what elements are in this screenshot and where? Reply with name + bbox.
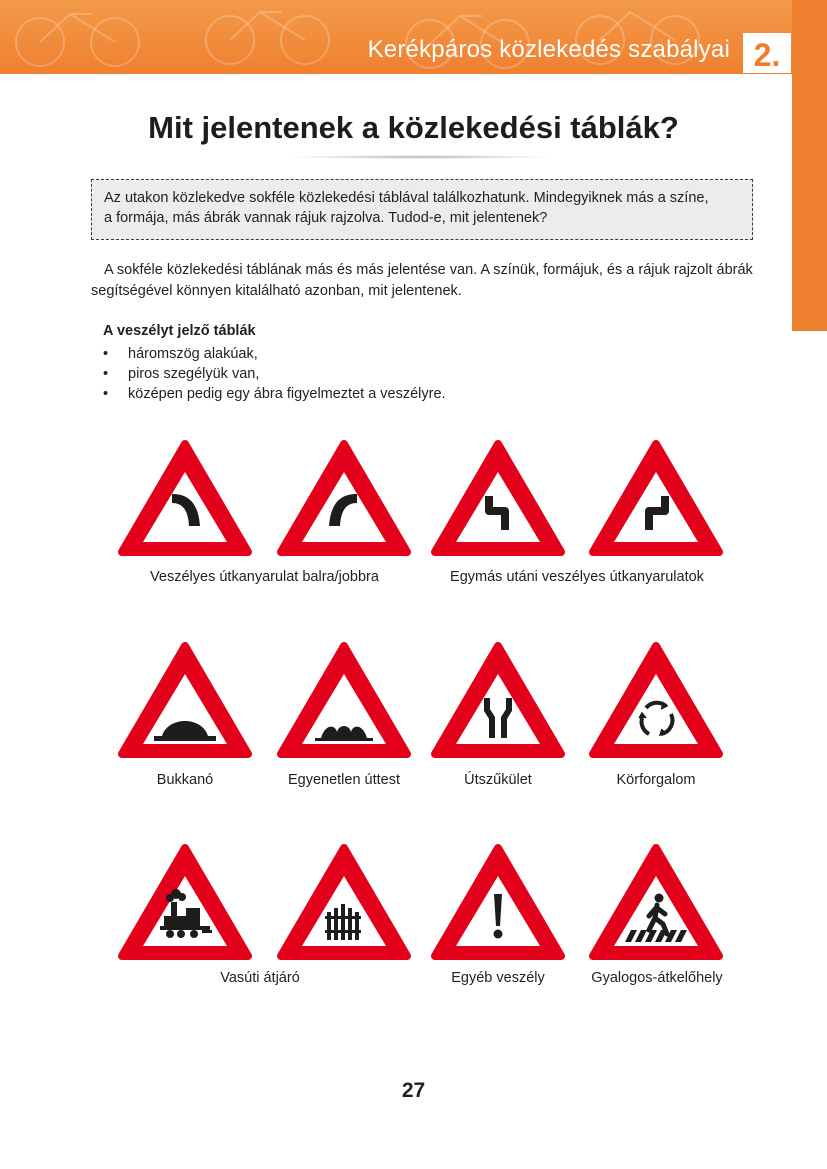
chapter-title: Kerékpáros közlekedés szabályai xyxy=(367,36,730,63)
caption-pedestrian: Gyalogos-átkelőhely xyxy=(591,970,723,986)
list-item: • piros szegélyük van, xyxy=(103,364,446,384)
page-title: Mit jelentenek a közlekedési táblák? xyxy=(148,110,679,145)
section-heading: A veszélyt jelző táblák xyxy=(103,323,256,339)
road-narrows-sign xyxy=(431,640,565,760)
caption-bump: Bukkanó xyxy=(156,772,214,788)
page-number: 27 xyxy=(401,1079,426,1102)
double-curve-right-sign xyxy=(589,438,723,558)
caption-danger: Egyéb veszély xyxy=(451,970,545,986)
double-curve-left-sign xyxy=(431,438,565,558)
other-danger-sign xyxy=(431,842,565,962)
roundabout-sign xyxy=(589,640,723,760)
caption-railway: Vasúti átjáró xyxy=(220,970,300,986)
intro-line-2: a formája, más ábrák vannak rájuk rajzolva. Tudod-e, mit jelentenek? xyxy=(104,210,548,226)
side-accent-band xyxy=(792,0,827,331)
header-band xyxy=(0,0,792,74)
pedestrian-crossing-sign xyxy=(589,842,723,962)
title-underline xyxy=(290,155,550,159)
caption-double-curves: Egymás utáni veszélyes útkanyarulatok xyxy=(450,569,704,585)
intro-line-1: Az utakon közlekedve sokféle közlekedési táblával találkozhatunk. Mindegyiknek más a színe, xyxy=(104,190,709,206)
railway-gate-sign xyxy=(277,842,411,962)
bullet-list xyxy=(103,344,446,404)
caption-roundabout: Körforgalom xyxy=(616,772,696,788)
paragraph-line-2: ábrák segítségével könnyen kitalálható azonban, mit jelentenek. xyxy=(91,262,753,299)
list-item: • háromszög alakúak, xyxy=(103,344,446,364)
curve-right-sign xyxy=(277,438,411,558)
uneven-road-sign xyxy=(277,640,411,760)
caption-curves: Veszélyes útkanyarulat balra/jobbra xyxy=(150,569,379,585)
list-item: • középen pedig egy ábra figyelmeztet a veszélyre. xyxy=(103,384,446,404)
paragraph-line-1: A sokféle közlekedési táblának más és más jelentése van. A színük, formájuk, és a rájuk rajzolt xyxy=(104,262,713,278)
speed-bump-sign xyxy=(118,640,252,760)
chapter-number: 2. xyxy=(743,33,791,73)
body-paragraph xyxy=(91,260,763,302)
caption-narrow: Útszűkület xyxy=(464,772,532,788)
intro-box xyxy=(91,179,753,240)
curve-left-sign xyxy=(118,438,252,558)
caption-uneven: Egyenetlen úttest xyxy=(287,772,401,788)
railway-crossing-sign xyxy=(118,842,252,962)
